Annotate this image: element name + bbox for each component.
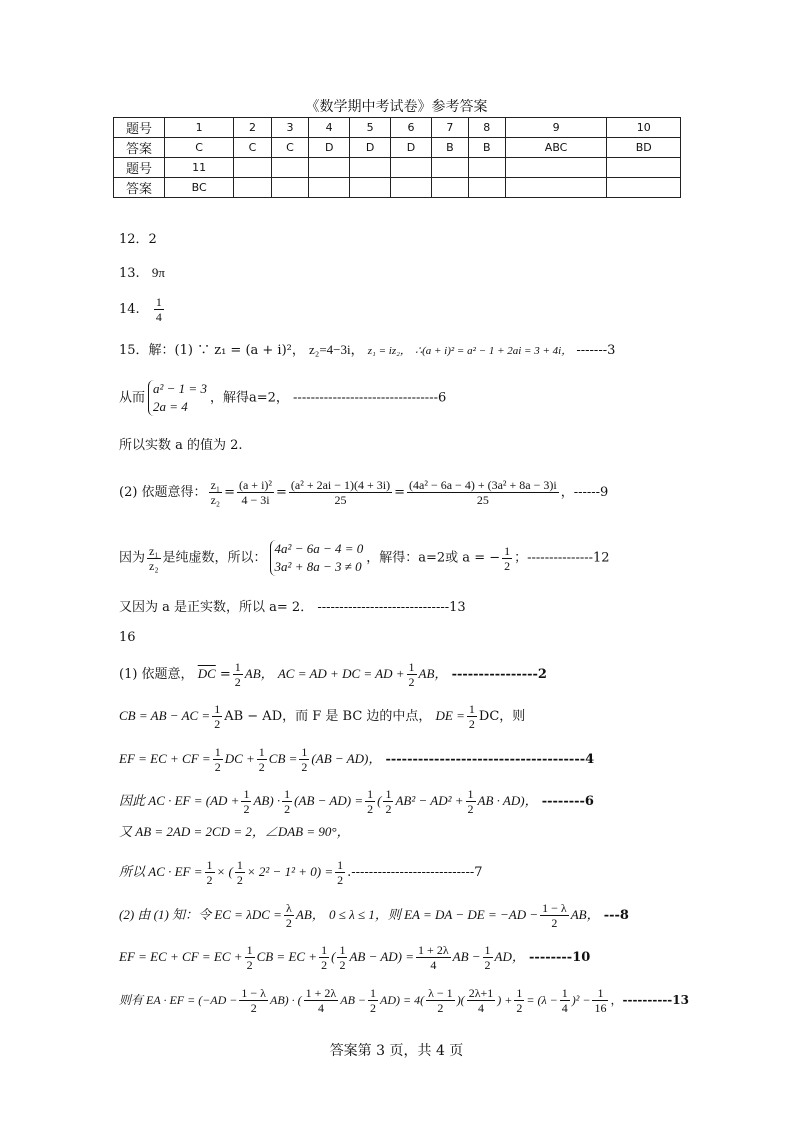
fraction: $\frac{1}{2}$ (484, 943, 491, 972)
q16-line-8 (119, 943, 590, 972)
page-title: 《数学期中考试卷》参考答案 (305, 99, 488, 115)
table-cell: BC (165, 178, 234, 198)
q16-number: 16 (119, 630, 136, 645)
fraction: $\frac{1}{2}$ (243, 787, 250, 816)
q16-text: CB = AB − AC = (119, 708, 211, 723)
q15-text: ∴(a + i)² = a² − 1 + 2ai = 3 + 4i， (415, 345, 573, 357)
answer-13-number: 13. (119, 266, 140, 281)
fraction: $\frac{1}{2}$ (236, 858, 243, 887)
table-cell (234, 158, 271, 178)
q16-text: (2) 由 (1) 知：令 EC = λDC = (119, 907, 282, 922)
q16-text: EF = EC + CF = EC + (119, 949, 243, 964)
q16-line-2 (119, 702, 525, 731)
table-cell: D (309, 138, 350, 158)
q16-text: EF = EC + CF = (119, 751, 211, 766)
score-marker: -------------------------------------4 (385, 752, 595, 767)
q16-text: AB · AD)， (477, 793, 538, 808)
table-cell (607, 178, 681, 198)
q15-text: ，解得：a=2或 a = − (366, 550, 501, 566)
q16-text: × ( (216, 864, 233, 879)
q15-text: z₂=4−3i， (309, 342, 364, 357)
table-cell (391, 178, 432, 198)
table-cell: 2 (234, 118, 271, 138)
table-cell: 3 (271, 118, 308, 138)
score-marker: --------6 (541, 794, 594, 809)
q16-text: 因此 AC · EF = (AD + (119, 793, 240, 808)
row-label: 答案 (114, 138, 165, 158)
fraction: $\frac{1 - \lambda}{2}$ (241, 986, 266, 1015)
table-cell (607, 158, 681, 178)
q16-text: CB = (268, 751, 298, 766)
q16-text: AB) · ( (269, 993, 302, 1007)
q15-line-4: (2) 依题意得： $\frac{\text{z₁}}{\text{z₂}}$ = $\frac{\text{(a + i)²}}{4 - 3i}$ = $\frac{\text{(a² + 2ai − 1)(4 + 3i)}}{25}$ = $\frac{\text{(4a² − 6a − 4) + (3a² + 8a − 3)i}}{25}$ ，------9 (119, 478, 609, 507)
table-cell: C (234, 138, 271, 158)
table-cell: 4 (309, 118, 350, 138)
table-cell (431, 158, 468, 178)
table-cell (431, 178, 468, 198)
q16-text: 则有 EA · EF = (−AD − (119, 993, 238, 1007)
q16-text: AD) = 4( (380, 993, 425, 1007)
q15-text: 从而 (119, 390, 146, 406)
fraction: $\frac{1}{16}$ (594, 986, 607, 1015)
fraction: $\frac{1}{2}$ (337, 858, 344, 887)
fraction: $\frac{2\lambda+1}{4}$ (468, 986, 494, 1015)
q16-line-7 (119, 901, 629, 930)
q16-text: ) + (497, 993, 513, 1007)
answer-table (113, 117, 681, 198)
score-marker: ----------------2 (451, 667, 547, 682)
table-cell (350, 178, 391, 198)
table-cell: D (350, 138, 391, 158)
score-marker: ，------9 (560, 485, 609, 500)
score-marker: ---8 (603, 908, 629, 923)
fraction: $\frac{1}{2}$ (467, 787, 474, 816)
table-row (114, 178, 681, 198)
row-label: 答案 (114, 178, 165, 198)
q16-text: DC，则 (478, 709, 526, 724)
q15-text: z₁ = iz₂， (367, 345, 411, 357)
q16-text: AB − (340, 993, 366, 1007)
q16-text: × 2² − 1² + 0) = (246, 864, 334, 879)
table-cell (468, 178, 505, 198)
equation-system: 4a² − 6a − 4 = 0 3a² + 8a − 3 ≠ 0 (270, 540, 364, 576)
fraction: $\frac{1}{2}$ (301, 745, 308, 774)
row-label: 题号 (114, 118, 165, 138)
table-cell (271, 158, 308, 178)
q15-text: (2) 依题意得： (119, 485, 207, 500)
q16-line-5 (119, 822, 350, 843)
q15-line-2 (119, 380, 446, 416)
q15-line-5 (119, 540, 610, 576)
vector: $\overline{DC}$ (197, 666, 216, 681)
fraction: $\frac{\text{z₁}}{\text{z₂}}$ (210, 478, 221, 507)
fraction: $\frac{1}{2}$ (206, 858, 213, 887)
q16-line-9 (119, 986, 689, 1015)
fraction: $\frac{1}{4}$ (561, 986, 568, 1015)
fraction: $\frac{1}{2}$ (468, 702, 475, 731)
q16-text: AD， (494, 949, 525, 964)
row-label: 题号 (114, 158, 165, 178)
q16-text: AB， (570, 907, 600, 922)
q16-text: AB， (295, 907, 325, 922)
table-cell: 9 (505, 118, 607, 138)
table-cell: BD (607, 138, 681, 158)
q16-text: AB² − AD² + (395, 793, 464, 808)
table-cell: 6 (391, 118, 432, 138)
fraction: $\frac{1}{2}$ (246, 943, 253, 972)
q16-text: ( (377, 793, 382, 808)
table-cell: 8 (468, 118, 505, 138)
table-row (114, 158, 681, 178)
table-cell (505, 178, 607, 198)
fraction: $\frac{1}{2}$ (321, 943, 328, 972)
table-cell (309, 178, 350, 198)
table-cell: 10 (607, 118, 681, 138)
fraction: $\frac{1}{2}$ (258, 745, 265, 774)
table-cell: C (165, 138, 234, 158)
table-cell: C (271, 138, 308, 158)
q15-line-6 (119, 598, 466, 618)
fraction: $\frac{1}{2}$ (504, 543, 511, 573)
answer-13 (119, 263, 165, 284)
fraction: $\frac{1}{2}$ (234, 660, 241, 689)
q16-text: 又 AB = 2AD = 2CD = 2，∠DAB = 90°， (119, 824, 350, 839)
q16-text: AB − AD) = (349, 949, 415, 964)
q15-text: 15．解：(1) ∵ z₁ = (a + i)²， (119, 343, 305, 358)
q16-text: 所以 AC · EF = (119, 864, 203, 879)
q16-text: 0 ≤ λ ≤ 1，则 EA = DA − DE = −AD − (328, 907, 539, 922)
score-marker: ；---------------12 (514, 550, 610, 566)
q15-line-3: 所以实数 a 的值为 2. (119, 438, 243, 453)
q15-text: 因为 (119, 550, 146, 566)
fraction: $\frac{\lambda}{2}$ (285, 901, 292, 930)
answer-13-value: 9π (151, 265, 165, 280)
q16-text: )( (456, 993, 465, 1007)
q16-text: AB， (418, 666, 448, 681)
q16-line-3 (119, 745, 594, 774)
fraction: $\frac{1}{2}$ (214, 702, 221, 731)
fraction: $\frac{\lambda - 1}{2}$ (428, 986, 453, 1015)
q16-text: AB − (452, 949, 481, 964)
q15-text: 是纯虚数，所以： (162, 550, 267, 566)
q16-text: )² − (571, 993, 591, 1007)
score-marker: -------3 (576, 343, 616, 358)
fraction: $\frac{1 + 2\lambda}{4}$ (418, 943, 449, 972)
fraction: $\frac{\text{(a² + 2ai − 1)(4 + 3i)}}{25}$ (290, 478, 391, 507)
q16-text: ( (331, 949, 336, 964)
table-cell (309, 158, 350, 178)
score-marker: --------10 (529, 950, 591, 965)
table-cell: B (431, 138, 468, 158)
page-footer: 答案第 3 页，共 4 页 (329, 1043, 464, 1059)
table-row (114, 118, 681, 138)
q16-text: DC + (224, 751, 255, 766)
fraction: $\frac{\text{(a + i)²}}{4 - 3i}$ (238, 478, 273, 507)
q16-text: DE = (435, 708, 465, 723)
fraction: $\frac{1}{2}$ (339, 943, 346, 972)
fraction: $\frac{1}{4}$ (155, 295, 162, 324)
fraction: $\frac{\text{z₁}}{\text{z₂}}$ (149, 543, 159, 573)
answer-14-number: 14. (119, 302, 140, 317)
table-cell (234, 178, 271, 198)
fraction: $\frac{1}{2}$ (516, 986, 523, 1015)
table-cell: 1 (165, 118, 234, 138)
table-cell: 5 (350, 118, 391, 138)
q15-text: ，解得a=2， (209, 390, 289, 406)
fraction: $\frac{1}{2}$ (214, 745, 221, 774)
table-cell: ABC (505, 138, 607, 158)
table-cell (271, 178, 308, 198)
table-cell (468, 158, 505, 178)
q16-text: AB) · (253, 793, 281, 808)
fraction: $\frac{1}{2}$ (408, 660, 415, 689)
score-marker: ---------------------------------6 (293, 390, 447, 406)
q16-line-6 (119, 858, 483, 887)
q16-text: (1) 依题意， (119, 667, 194, 682)
fraction: $\frac{1}{2}$ (370, 986, 376, 1015)
q16-text: ， (610, 993, 623, 1007)
q16-text: AB − AD，而 F 是 BC 边的中点， (224, 709, 432, 724)
fraction: $\frac{1}{2}$ (367, 787, 374, 816)
q16-line-4 (119, 787, 594, 816)
q15-line-1 (119, 340, 615, 361)
score-marker: .----------------------------7 (347, 865, 483, 880)
q16-text: CB = EC + (256, 949, 318, 964)
table-cell: 7 (431, 118, 468, 138)
answer-14 (119, 295, 166, 324)
fraction: $\frac{1}{2}$ (284, 787, 291, 816)
score-marker: ------------------------------13 (317, 600, 466, 615)
equation-system: a² − 1 = 3 2a = 4 (148, 380, 207, 416)
q15-text: 又因为 a 是正实数，所以 a= 2． (119, 600, 314, 615)
q16-text: AC = AD + DC = AD + (277, 666, 405, 681)
table-row (114, 138, 681, 158)
fraction: $\frac{1 + 2\lambda}{4}$ (305, 986, 337, 1015)
table-cell: B (468, 138, 505, 158)
table-cell (350, 158, 391, 178)
table-cell: 11 (165, 158, 234, 178)
q16-text: (AB − AD) = (294, 793, 364, 808)
q16-text: AB， (244, 666, 274, 681)
answer-12: 12．2 (119, 232, 157, 247)
table-cell (391, 158, 432, 178)
fraction: $\frac{\text{(4a² − 6a − 4) + (3a² + 8a − 3)i}}{25}$ (409, 478, 557, 507)
score-marker: ----------13 (622, 993, 689, 1007)
table-cell (505, 158, 607, 178)
fraction: $\frac{1}{2}$ (385, 787, 392, 816)
q16-line-1: (1) 依题意， $\overline{DC}$ = $\frac{1}{2}$ AB， AC = AD + DC = AD + $\frac{1}{2}$ AB， ----------------2 (119, 660, 547, 689)
table-cell: D (391, 138, 432, 158)
fraction: $\frac{1 - \lambda}{2}$ (542, 901, 567, 930)
q16-text: (AB − AD)， (311, 751, 382, 766)
q16-text: = (λ − (526, 993, 558, 1007)
